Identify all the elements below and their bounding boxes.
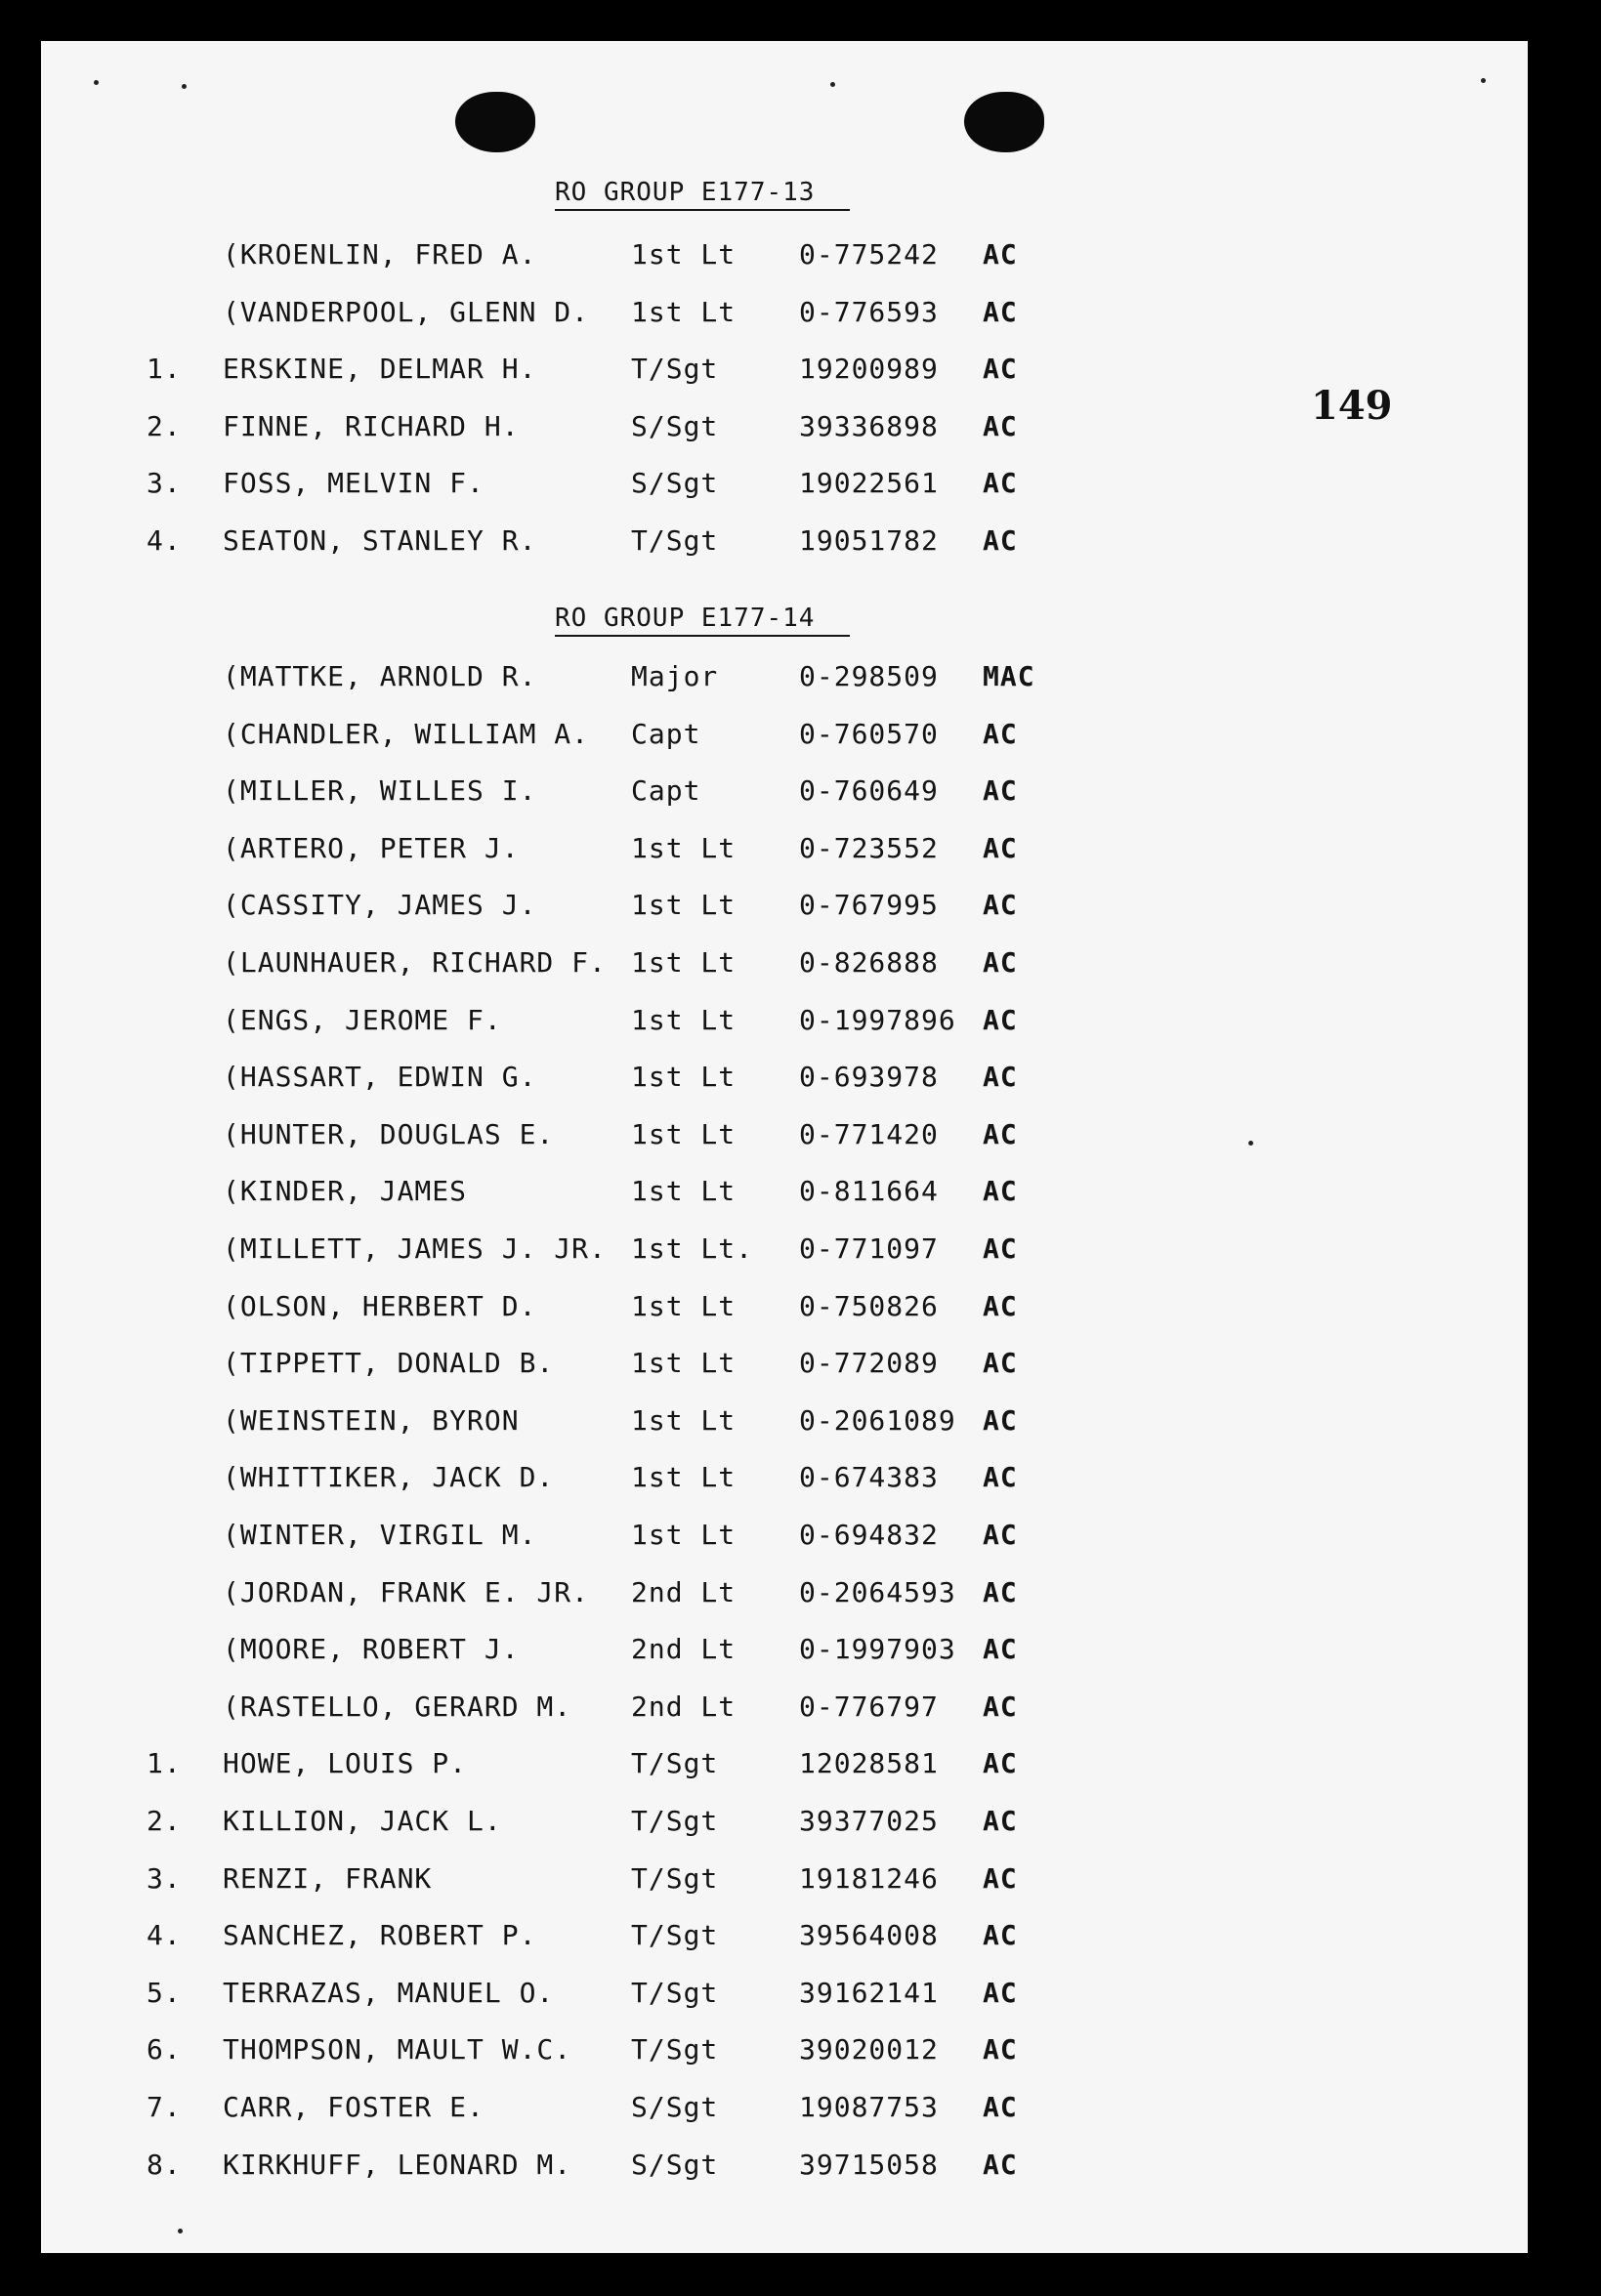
entry-number: 4. [147, 1919, 182, 1951]
entry-serial-number: 0-826888 [799, 946, 939, 979]
entry-name: (ENGS, JEROME F. [223, 1004, 502, 1036]
entry-serial-number: 0-750826 [799, 1290, 939, 1322]
entry-name: (JORDAN, FRANK E. JR. [223, 1576, 590, 1608]
entry-branch: AC [983, 524, 1018, 557]
entry-serial-number: 0-776797 [799, 1691, 939, 1723]
entry-branch: AC [983, 1004, 1018, 1036]
entry-serial-number: 0-298509 [799, 660, 939, 692]
entry-serial-number: 39715058 [799, 2149, 939, 2181]
punch-hole [455, 92, 535, 152]
entry-rank: Capt [631, 774, 701, 807]
entry-branch: AC [983, 1175, 1018, 1207]
entry-name: (ARTERO, PETER J. [223, 832, 520, 864]
entry-serial-number: 39336898 [799, 410, 939, 442]
entry-branch: AC [983, 1805, 1018, 1837]
entry-rank: 1st Lt [631, 832, 737, 864]
entry-serial-number: 0-2061089 [799, 1404, 956, 1437]
entry-rank: 1st Lt. [631, 1232, 754, 1265]
entry-branch: AC [983, 2091, 1018, 2123]
entry-serial-number: 0-776593 [799, 296, 939, 328]
entry-rank: T/Sgt [631, 1747, 719, 1779]
group-heading: RO GROUP E177-14 [555, 604, 850, 637]
entry-name: (VANDERPOOL, GLENN D. [223, 296, 590, 328]
entry-serial-number: 12028581 [799, 1747, 939, 1779]
entry-branch: AC [983, 296, 1018, 328]
entry-serial-number: 39162141 [799, 1977, 939, 2009]
speck [1248, 1141, 1253, 1146]
entry-name: THOMPSON, MAULT W.C. [223, 2033, 572, 2066]
entry-name: KILLION, JACK L. [223, 1805, 502, 1837]
entry-branch: AC [983, 1862, 1018, 1895]
entry-rank: S/Sgt [631, 410, 719, 442]
entry-serial-number: 0-693978 [799, 1061, 939, 1093]
entry-serial-number: 0-1997896 [799, 1004, 956, 1036]
entry-rank: T/Sgt [631, 2033, 719, 2066]
entry-rank: S/Sgt [631, 467, 719, 499]
entry-rank: T/Sgt [631, 524, 719, 557]
entry-name: (MATTKE, ARNOLD R. [223, 660, 537, 692]
entry-serial-number: 0-760649 [799, 774, 939, 807]
entry-rank: T/Sgt [631, 1919, 719, 1951]
entry-number: 8. [147, 2149, 182, 2181]
entry-name: (MILLETT, JAMES J. JR. [223, 1232, 607, 1265]
entry-number: 1. [147, 1747, 182, 1779]
entry-serial-number: 0-760570 [799, 718, 939, 750]
entry-branch: AC [983, 1633, 1018, 1665]
entry-serial-number: 0-775242 [799, 238, 939, 271]
entry-serial-number: 19200989 [799, 353, 939, 385]
entry-branch: AC [983, 353, 1018, 385]
entry-branch: MAC [983, 660, 1035, 692]
entry-number: 4. [147, 524, 182, 557]
entry-number: 1. [147, 353, 182, 385]
entry-branch: AC [983, 1747, 1018, 1779]
entry-branch: AC [983, 1519, 1018, 1551]
entry-rank: 2nd Lt [631, 1576, 737, 1608]
entry-name: (OLSON, HERBERT D. [223, 1290, 537, 1322]
entry-rank: T/Sgt [631, 1977, 719, 2009]
entry-number: 2. [147, 410, 182, 442]
speck [1481, 78, 1486, 83]
entry-rank: 1st Lt [631, 1461, 737, 1493]
entry-name: FINNE, RICHARD H. [223, 410, 520, 442]
entry-name: SANCHEZ, ROBERT P. [223, 1919, 537, 1951]
entry-serial-number: 39377025 [799, 1805, 939, 1837]
entry-serial-number: 19181246 [799, 1862, 939, 1895]
entry-serial-number: 0-771097 [799, 1232, 939, 1265]
entry-rank: Major [631, 660, 719, 692]
entry-number: 3. [147, 467, 182, 499]
entry-name: (HUNTER, DOUGLAS E. [223, 1118, 555, 1150]
entry-name: (KROENLIN, FRED A. [223, 238, 537, 271]
entry-rank: 1st Lt [631, 1118, 737, 1150]
entry-number: 6. [147, 2033, 182, 2066]
entry-name: (WEINSTEIN, BYRON [223, 1404, 520, 1437]
entry-serial-number: 39020012 [799, 2033, 939, 2066]
speck [94, 80, 99, 85]
entry-name: FOSS, MELVIN F. [223, 467, 485, 499]
entry-branch: AC [983, 774, 1018, 807]
entry-name: (KINDER, JAMES [223, 1175, 468, 1207]
entry-name: (CHANDLER, WILLIAM A. [223, 718, 590, 750]
entry-branch: AC [983, 1691, 1018, 1723]
entry-rank: 1st Lt [631, 1175, 737, 1207]
entry-branch: AC [983, 1290, 1018, 1322]
entry-rank: 1st Lt [631, 1004, 737, 1036]
entry-name: (MOORE, ROBERT J. [223, 1633, 520, 1665]
entry-rank: 1st Lt [631, 238, 737, 271]
entry-branch: AC [983, 410, 1018, 442]
page-number: 149 [1311, 383, 1393, 429]
entry-branch: AC [983, 1118, 1018, 1150]
entry-name: SEATON, STANLEY R. [223, 524, 537, 557]
entry-rank: 1st Lt [631, 1347, 737, 1379]
entry-branch: AC [983, 832, 1018, 864]
entry-branch: AC [983, 1232, 1018, 1265]
entry-serial-number: 0-723552 [799, 832, 939, 864]
entry-rank: 1st Lt [631, 1061, 737, 1093]
entry-name: KIRKHUFF, LEONARD M. [223, 2149, 572, 2181]
entry-branch: AC [983, 238, 1018, 271]
entry-serial-number: 0-767995 [799, 889, 939, 921]
entry-name: (WHITTIKER, JACK D. [223, 1461, 555, 1493]
entry-serial-number: 0-771420 [799, 1118, 939, 1150]
entry-serial-number: 0-811664 [799, 1175, 939, 1207]
entry-name: (CASSITY, JAMES J. [223, 889, 537, 921]
entry-number: 5. [147, 1977, 182, 2009]
entry-branch: AC [983, 2149, 1018, 2181]
entry-rank: S/Sgt [631, 2091, 719, 2123]
entry-name: (RASTELLO, GERARD M. [223, 1691, 572, 1723]
entry-name: (HASSART, EDWIN G. [223, 1061, 537, 1093]
entry-rank: T/Sgt [631, 1862, 719, 1895]
entry-branch: AC [983, 2033, 1018, 2066]
entry-rank: 1st Lt [631, 296, 737, 328]
entry-rank: 2nd Lt [631, 1633, 737, 1665]
punch-hole [964, 92, 1044, 152]
entry-branch: AC [983, 1461, 1018, 1493]
entry-branch: AC [983, 946, 1018, 979]
entry-name: RENZI, FRANK [223, 1862, 433, 1895]
entry-name: CARR, FOSTER E. [223, 2091, 485, 2123]
entry-serial-number: 19022561 [799, 467, 939, 499]
entry-rank: Capt [631, 718, 701, 750]
entry-rank: S/Sgt [631, 2149, 719, 2181]
entry-name: (MILLER, WILLES I. [223, 774, 537, 807]
entry-rank: 1st Lt [631, 1519, 737, 1551]
entry-rank: T/Sgt [631, 1805, 719, 1837]
entry-number: 2. [147, 1805, 182, 1837]
entry-branch: AC [983, 1977, 1018, 2009]
entry-branch: AC [983, 889, 1018, 921]
entry-rank: 1st Lt [631, 889, 737, 921]
entry-serial-number: 0-2064593 [799, 1576, 956, 1608]
group-heading: RO GROUP E177-13 [555, 178, 850, 211]
entry-rank: 1st Lt [631, 1290, 737, 1322]
entry-rank: 1st Lt [631, 946, 737, 979]
entry-name: HOWE, LOUIS P. [223, 1747, 468, 1779]
speck [178, 2229, 183, 2233]
entry-serial-number: 19051782 [799, 524, 939, 557]
entry-rank: 1st Lt [631, 1404, 737, 1437]
entry-branch: AC [983, 718, 1018, 750]
entry-rank: T/Sgt [631, 353, 719, 385]
entry-serial-number: 0-1997903 [799, 1633, 956, 1665]
entry-serial-number: 19087753 [799, 2091, 939, 2123]
speck [182, 84, 187, 89]
entry-name: ERSKINE, DELMAR H. [223, 353, 537, 385]
entry-serial-number: 0-694832 [799, 1519, 939, 1551]
entry-branch: AC [983, 1061, 1018, 1093]
entry-number: 3. [147, 1862, 182, 1895]
document-page [41, 41, 1528, 2253]
entry-serial-number: 0-674383 [799, 1461, 939, 1493]
entry-name: TERRAZAS, MANUEL O. [223, 1977, 555, 2009]
entry-serial-number: 39564008 [799, 1919, 939, 1951]
entry-name: (LAUNHAUER, RICHARD F. [223, 946, 607, 979]
entry-name: (TIPPETT, DONALD B. [223, 1347, 555, 1379]
speck [830, 82, 835, 87]
entry-number: 7. [147, 2091, 182, 2123]
entry-branch: AC [983, 1919, 1018, 1951]
entry-rank: 2nd Lt [631, 1691, 737, 1723]
entry-serial-number: 0-772089 [799, 1347, 939, 1379]
entry-branch: AC [983, 1576, 1018, 1608]
entry-branch: AC [983, 1404, 1018, 1437]
entry-name: (WINTER, VIRGIL M. [223, 1519, 537, 1551]
entry-branch: AC [983, 467, 1018, 499]
entry-branch: AC [983, 1347, 1018, 1379]
